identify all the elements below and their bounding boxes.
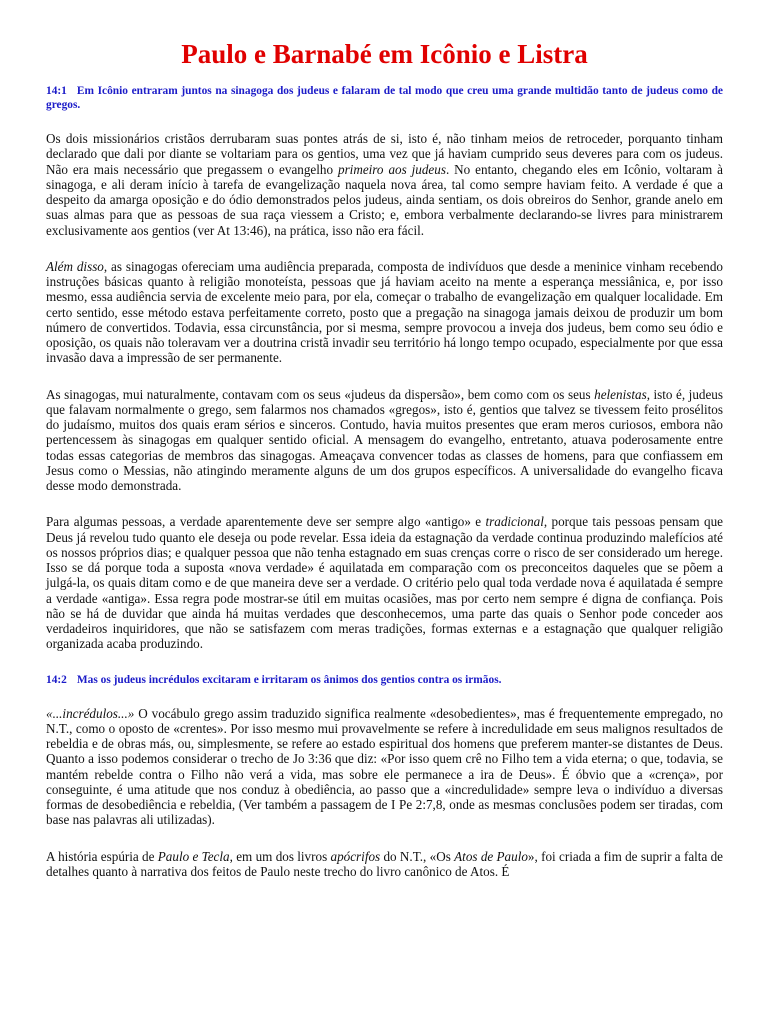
paragraph-6 — [46, 849, 723, 880]
text-span: , as sinagogas ofereciam uma audiência preparada, composta de indivíduos que desde a meninice vinham recebendo instruções básicas quanto à religião monoteísta, pessoas que já haviam aceito na mente a esperança messiânica, e, por isso mesmo, essa audiência servia de excelente meio para, por ela, começar o trabalho de evangelização em qualquer localidade. Em certo sentido, esse método estava perfeitamente correto, posto que a pregação na sinagoga jamais deixou de produzir um bom número de convertidos. Todavia, essa circunstância, por si mesma, sempre provocou a inveja dos judeus, bem como seu ódio e oposição, os quais não toleravam ver a doutrina cristã invadir seu território há longo tempo ocupado, especialmente por que essa invasão dava a impressão de ser permanente. — [46, 258, 723, 366]
text-span: . No entanto, chegando eles em Icônio, voltaram à sinagoga, e ali deram início à tarefa de evangelização naquela nova área, tal como sempre haviam feito. A verdade é que a despeito da amarga oposição e do ódio demonstrados pelos judeus, ainda sentiam, os dois obreiros do Senhor, grande anelo em suas almas para que as pessoas de sua raça viessem a Cristo; e, embora verbalmente declarando-se livres para ministrarem exclusivamente aos gentios (ver At 13:46), na prática, isso não era fácil. — [46, 161, 723, 238]
emphasis-text: primeiro aos judeus — [338, 161, 446, 177]
paragraph-5 — [46, 706, 723, 828]
text-span: As sinagogas, mui naturalmente, contavam com os seus «judeus da dispersão», bem como com os seus — [46, 386, 595, 402]
emphasis-text: apócrifos — [330, 848, 381, 864]
verse-ref: 14:2 — [46, 673, 67, 686]
text-span: , porque tais pessoas pensam que Deus já revelou tudo quanto ele deseja ou pode revelar. Essa ideia da estagnação da verdade continua produzindo malefícios até os nossos próprios dias; e qualquer pessoa que não tenha estagnado em suas crenças corre o risco de ser considerado um herege. Isso se dá porque toda a suposta «nova verdade» é aquilatada em comparação com os preconceitos daqueles que se põem a julgá-la, os quais ditam como e de que maneira deve ser a verdade. O critério pelo qual toda verdade nova é aquilatada é sempre a verdade «antiga». Essa regra pode mostrar-se útil em muitas ocasiões, mas por certo nem sempre é digna de confiança. Pois não se há de duvidar que ainda há muitas verdades que desconhecemos, uma parte das quais o Senhor pode conceder aos verdadeiros inquiridores, que não se satisfazem com meras tradições, formas externas e a estagnação que qualquer religião organizada acaba produzindo. — [46, 514, 723, 652]
paragraph-1 — [46, 131, 723, 238]
paragraph-4 — [46, 514, 723, 651]
emphasis-text: helenistas — [594, 386, 647, 402]
paragraph-2 — [46, 259, 723, 366]
verse-ref: 14:1 — [46, 85, 67, 97]
text-span: , em um dos livros — [229, 848, 331, 864]
text-span: do N.T., «Os — [380, 848, 455, 864]
emphasis-text: Além disso — [46, 258, 104, 274]
verse-14-2 — [46, 673, 723, 687]
emphasis-text: «...incrédulos...» — [46, 705, 135, 721]
emphasis-text: tradicional — [485, 514, 544, 530]
text-span: , isto é, judeus que falavam normalmente o grego, sem falarmos nos chamados «gregos», isto é, gentios que talvez se tivessem feito prosélitos do judaísmo, muitos dos quais eram sérios e sinceros. Contudo, havia muitos presentes que eram meros curiosos, embora não pertencessem às sinagogas em qualquer sentido oficial. A mensagem do evangelho, entretanto, atuava poderosamente entre todas essas categorias de membros das sinagogas. Ameaçava convencer todas as classes de homens, para que confiassem em Jesus como o Messias, não atingindo meramente alguns de um dos grupos específicos. A universalidade do evangelho ficava desse modo demonstrada. — [46, 386, 723, 493]
text-span: », foi criada a fim de suprir a falta de detalhes quanto à narrativa dos feitos de Paulo neste trecho do livro canônico de Atos. É — [46, 848, 723, 879]
verse-14-1 — [46, 84, 723, 112]
verse-text: Em Icônio entraram juntos na sinagoga dos judeus e falaram de tal modo que creu uma grande multidão tanto de judeus como de gregos. — [46, 85, 723, 111]
text-span: A história espúria de — [46, 848, 158, 864]
verse-text: Mas os judeus incrédulos excitaram e irritaram os ânimos dos gentios contra os irmãos. — [76, 673, 502, 686]
paragraph-3 — [46, 387, 723, 494]
text-span: Para algumas pessoas, a verdade aparentemente deve ser sempre algo «antigo» e — [46, 514, 486, 530]
page-title: Paulo e Barnabé em Icônio e Listra — [181, 39, 588, 69]
text-span: Os dois missionários cristãos derrubaram suas pontes atrás de si, isto é, não tinham meios de retroceder, porquanto tinham declarado que dali por diante se voltariam para os gentios, uma vez que já haviam cumprido seus deveres para com os judeus. Não era mais necessário que pregassem o evangelho — [46, 131, 723, 177]
document-page — [46, 36, 723, 879]
emphasis-text: Paulo e Tecla — [157, 848, 230, 864]
text-span: O vocábulo grego assim traduzido significa realmente «desobedientes», mas é frequentemente empregado, no N.T., como o oposto de «crentes». Por isso mesmo mui provavelmente se refere à incredulidade em seus malignos resultados de rebeldia e de obras más, ou, simplesmente, se refere ao estado espiritual dos homens que preferem manter-se distantes de Deus. Quanto a isso podemos considerar o trecho de Jo 3:36 que diz: «Por isso quem crê no Filho tem a vida eterna; o que, todavia, se mantém rebelde contra o Filho não verá a vida, mas sobre ele permanece a ira de Deus». É óbvio que a «crença», por conseguinte, é uma atitude que nos conduz à obediência, ao passo que a «incredulidade» sempre leva o indivíduo a diversas formas de desobediência e rebeldia, (Ver também a passagem de I Pe 2:7,8, onde as mesmas conclusões podem ser tiradas, com base nas palavras ali utilizadas). — [46, 705, 723, 828]
emphasis-text: Atos de Paulo — [454, 848, 528, 864]
